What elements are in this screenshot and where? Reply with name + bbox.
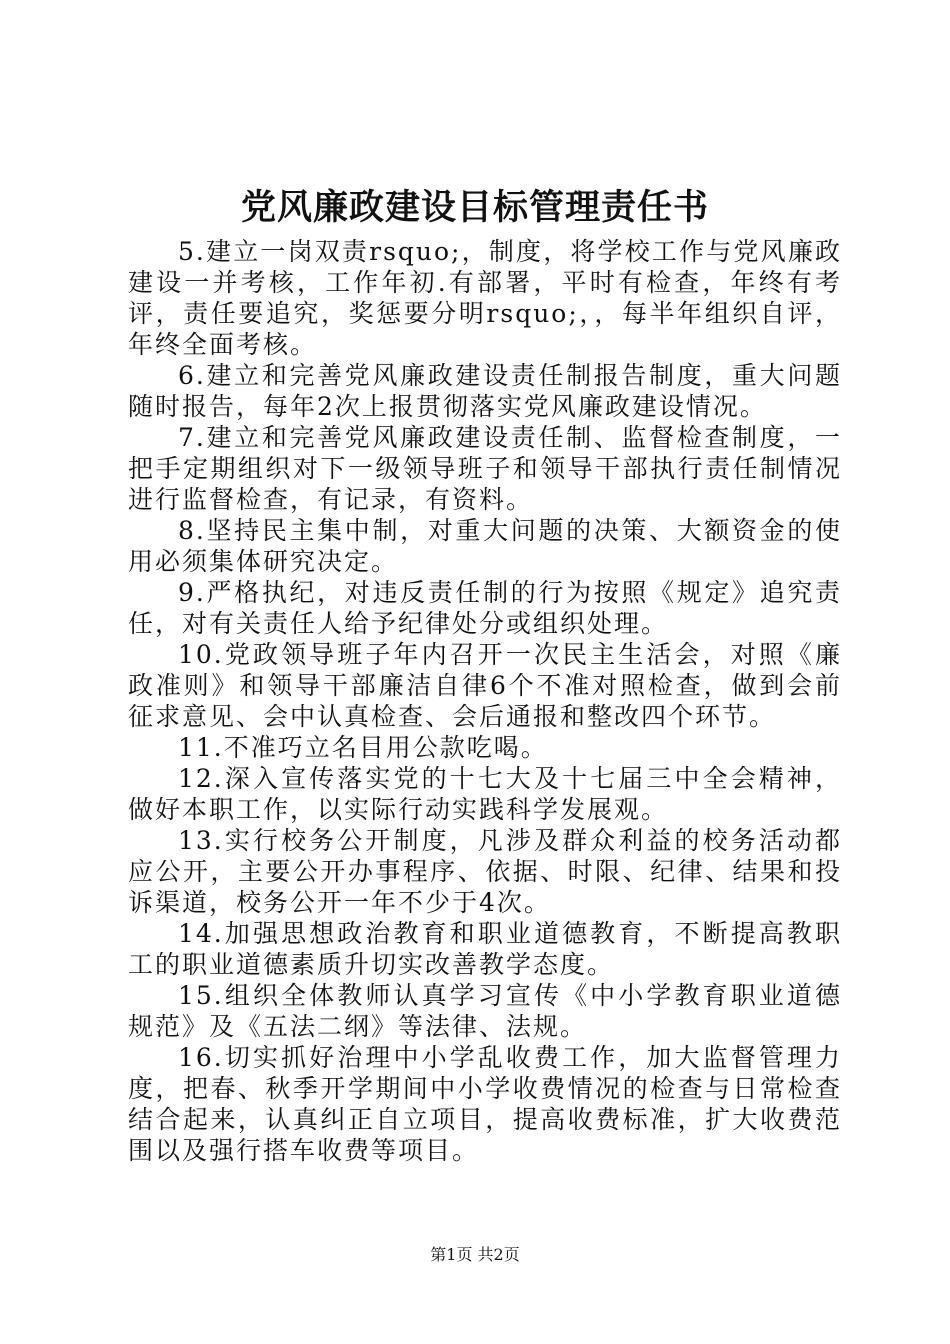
paragraph-9: 9.严格执纪，对违反责任制的行为按照《规定》追究责任，对有关责任人给予纪律处分或组织处理。 <box>128 578 842 638</box>
paragraph-15: 15.组织全体教师认真学习宣传《中小学教育职业道德规范》及《五法二纲》等法律、法规。 <box>128 981 842 1041</box>
paragraph-5: 5.建立一岗双责rsquo;，制度，将学校工作与党风廉政建设一并考核，工作年初.有部署，平时有检查，年终有考评，责任要追究，奖惩要分明rsquo;，，每半年组织自评，年终全面考核。 <box>128 237 842 359</box>
paragraph-8: 8.坚持民主集中制，对重大问题的决策、大额资金的使用必须集体研究决定。 <box>128 516 842 576</box>
page-number-footer: 第1页 共2页 <box>430 1245 520 1264</box>
paragraph-14: 14.加强思想政治教育和职业道德教育，不断提高教职工的职业道德素质升切实改善教学态度。 <box>128 919 842 979</box>
paragraph-12: 12.深入宣传落实党的十七大及十七届三中全会精神，做好本职工作，以实际行动实践科学发展观。 <box>128 764 842 824</box>
document-body <box>128 236 842 1166</box>
paragraph-10: 10.党政领导班子年内召开一次民主生活会，对照《廉政准则》和领导干部廉洁自律6个不准对照检查，做到会前征求意见、会中认真检查、会后通报和整改四个环节。 <box>128 640 842 731</box>
paragraph-6: 6.建立和完善党风廉政建设责任制报告制度，重大问题随时报告，每年2次上报贯彻落实党风廉政建设情况。 <box>128 361 842 421</box>
paragraph-11: 11.不准巧立名目用公款吃喝。 <box>178 733 548 762</box>
paragraph-13: 13.实行校务公开制度，凡涉及群众利益的校务活动都应公开，主要公开办事程序、依据、时限、纪律、结果和投诉渠道，校务公开一年不少于4次。 <box>128 826 842 917</box>
document-title: 党风廉政建设目标管理责任书 <box>240 187 709 228</box>
paragraph-7: 7.建立和完善党风廉政建设责任制、监督检查制度，一把手定期组织对下一级领导班子和领导干部执行责任制情况进行监督检查，有记录，有资料。 <box>128 423 842 514</box>
paragraph-16: 16.切实抓好治理中小学乱收费工作，加大监督管理力度，把春、秋季开学期间中小学收费情况的检查与日常检查结合起来，认真纠正自立项目，提高收费标准，扩大收费范围以及强行搭车收费等项目。 <box>128 1043 842 1165</box>
